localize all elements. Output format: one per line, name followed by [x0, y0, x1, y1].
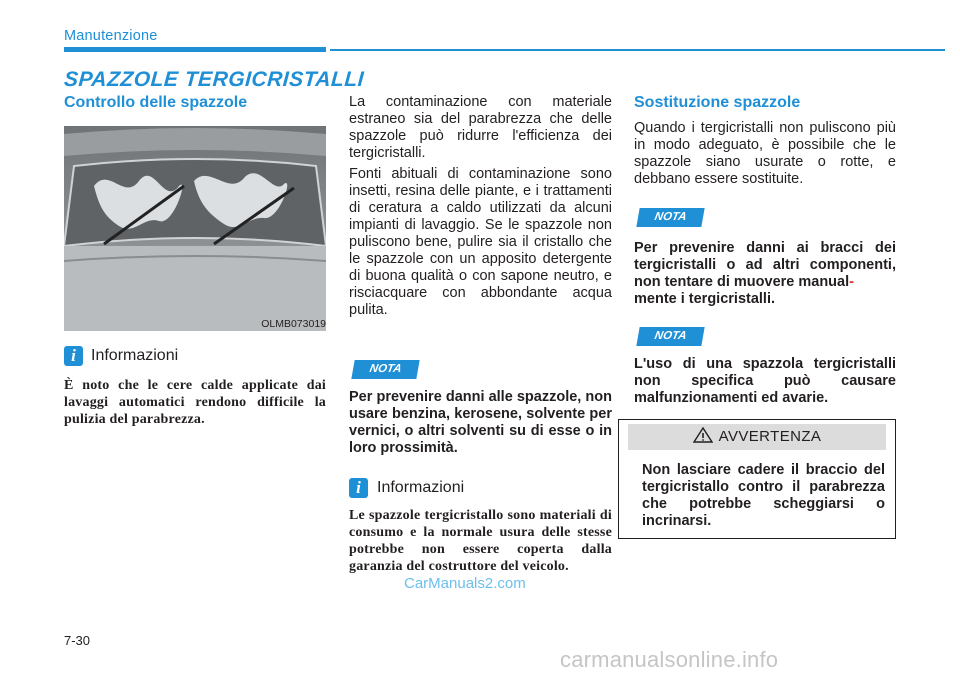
right-subhead: Sostituzione spazzole [634, 94, 801, 111]
hyphen: - [849, 274, 854, 290]
info-title: Informazioni [377, 479, 465, 496]
info-text: È noto che le cere calde applicate dai lavaggi automatici rendono difficile la pulizia del parabrezza. [64, 378, 326, 427]
footer-site: carmanualsonline.info [560, 647, 779, 672]
page-number: 7-30 [64, 633, 91, 648]
middle-para2: Fonti abituali di contaminazione sono insetti, resina delle piante, e i trattamenti di ceratura a caldo utilizzati da alcuni impianti di lavaggio. Se le spazzole non puliscono bene, pulire sia il cristallo che le spazzole con un apposito detergente di buona qualità o con sapone neutro, e risciacquare con abbondante acqua pulita. [349, 166, 612, 318]
nota-text-part1: Per prevenire danni ai bracci dei tergicristalli o ad altri componenti, non tentare di muovere manual [634, 240, 896, 290]
info-text: Le spazzole tergicristallo sono materiali di consumo e la normale usura delle stesse potrebbe non essere coperta dalla garanzia del costruttore del veicolo. [349, 508, 612, 574]
nota-text [634, 240, 896, 308]
warning-title [628, 424, 886, 450]
header-bar-thin [330, 49, 945, 51]
section-label: Manutenzione [64, 28, 158, 44]
page-title: SPAZZOLE TERGICRISTALLI [63, 68, 365, 91]
info-icon: i [349, 478, 368, 498]
right-para1: Quando i tergicristalli non puliscono più in modo adeguato, è possibile che le spazzole siano usurate o rotte, e debbano essere sostituite. [634, 120, 896, 187]
warning-text: Non lasciare cadere il braccio del tergicristallo contro il parabrezza che potrebbe scheggiarsi o incrinarsi. [642, 462, 885, 529]
left-subhead: Controllo delle spazzole [64, 94, 248, 111]
nota-badge: NOTA [636, 208, 704, 227]
nota-text: Per prevenire danni alle spazzole, non usare benzina, kerosene, solvente per vernici, o altri solventi su di esse o in loro prossimità. [349, 389, 612, 456]
info-icon: i [64, 346, 83, 366]
windshield-wiper-image [64, 126, 326, 331]
header-bar-thick [64, 47, 326, 52]
info-title: Informazioni [91, 347, 179, 364]
image-caption: OLMB073019 [261, 318, 326, 330]
nota-badge: NOTA [636, 327, 704, 346]
warning-title-text: AVVERTENZA [718, 428, 822, 445]
warning-icon [693, 427, 713, 443]
nota-text: L'uso di una spazzola tergicristalli non specifica può causare malfunzionamenti ed avarie. [634, 356, 896, 406]
nota-badge: NOTA [351, 360, 419, 379]
watermark: CarManuals2.com [404, 575, 526, 592]
windshield-illustration [64, 126, 326, 331]
middle-para1: La contaminazione con materiale estraneo sia del parabrezza che delle spazzole può ridurre l'efficienza dei tergicristalli. [349, 94, 612, 161]
nota-text-part2: mente i tergicristalli. [634, 291, 776, 307]
